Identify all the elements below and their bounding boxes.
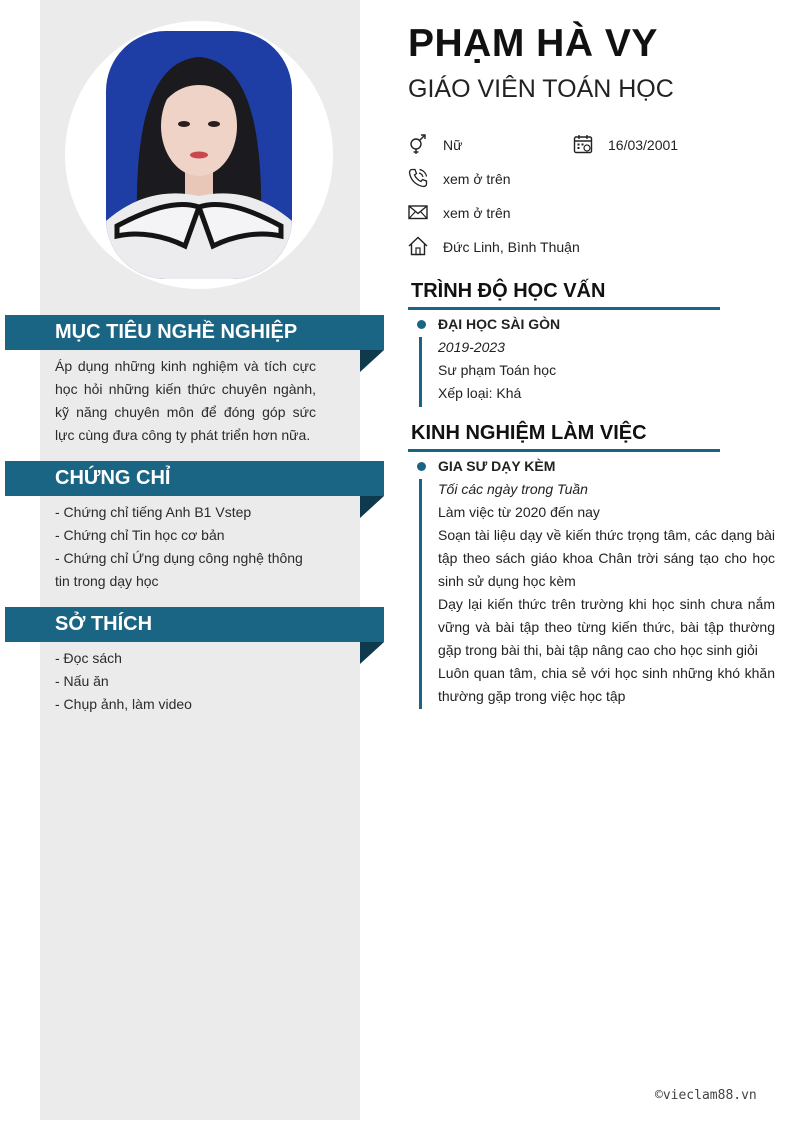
objective-band-fold bbox=[360, 350, 384, 372]
gender-value: Nữ bbox=[443, 137, 463, 153]
address-value: Đức Linh, Bình Thuận bbox=[443, 239, 580, 255]
duty-item: Luôn quan tâm, chia sẻ với học sinh những khó khăn thường gặp trong việc học tập bbox=[438, 665, 775, 704]
school-name: ĐẠI HỌC SÀI GÒN bbox=[438, 316, 561, 332]
gender-icon bbox=[408, 134, 428, 154]
phone-icon bbox=[408, 168, 428, 188]
experience-heading: KINH NGHIỆM LÀM VIỆC bbox=[411, 422, 647, 444]
duty-item: Dạy lại kiến thức trên trường khi học sinh chưa nắm vững và bài tập theo từng kiến thức, bài tập thường gặp trong bài thi, bài tập nâng cao cho học sinh giỏi bbox=[438, 596, 775, 658]
education-period: 2019-2023 bbox=[438, 339, 505, 355]
work-schedule: Tối các ngày trong Tuần bbox=[438, 481, 588, 497]
certificates-list bbox=[55, 501, 316, 593]
duty-item: Soạn tài liệu dạy về kiến thức trọng tâm, các dạng bài tập theo sách giáo khoa Chân trời sáng tạo cho học sinh sử dụng học kèm bbox=[438, 527, 775, 589]
education-major: Sư phạm Toán học bbox=[438, 362, 557, 378]
certificates-band-fold bbox=[360, 496, 384, 518]
experience-timeline-dot bbox=[417, 462, 426, 471]
certificate-item: - Chứng chỉ Ứng dụng công nghệ thông tin trong dạy học bbox=[55, 550, 303, 589]
job-position: GIA SƯ DẠY KÈM bbox=[438, 458, 556, 474]
hobby-item: - Đọc sách bbox=[55, 650, 122, 666]
mail-icon bbox=[408, 202, 428, 222]
objective-heading: MỤC TIÊU NGHỀ NGHIỆP bbox=[5, 315, 384, 350]
education-heading: TRÌNH ĐỘ HỌC VẤN bbox=[411, 280, 606, 302]
hobbies-heading: SỞ THÍCH bbox=[5, 607, 384, 642]
portrait-photo bbox=[65, 21, 333, 289]
experience-timeline-line bbox=[419, 479, 422, 709]
certificate-item: - Chứng chỉ tiếng Anh B1 Vstep bbox=[55, 504, 252, 520]
hobby-item: - Chụp ảnh, làm video bbox=[55, 696, 192, 712]
job-title: GIÁO VIÊN TOÁN HỌC bbox=[408, 75, 674, 103]
education-rule bbox=[408, 307, 720, 310]
calendar-icon bbox=[573, 134, 593, 154]
education-timeline-dot bbox=[417, 320, 426, 329]
education-timeline-line bbox=[419, 337, 422, 407]
birthday-value: 16/03/2001 bbox=[608, 137, 679, 153]
certificate-item: - Chứng chỉ Tin học cơ bản bbox=[55, 527, 225, 543]
email-value: xem ở trên bbox=[443, 205, 511, 221]
avatar bbox=[65, 21, 333, 289]
home-icon bbox=[408, 236, 428, 256]
certificates-heading: CHỨNG CHỈ bbox=[5, 461, 384, 496]
hobbies-band-fold bbox=[360, 642, 384, 664]
watermark: ©vieclam88.vn bbox=[655, 1088, 757, 1103]
objective-text: Áp dụng những kinh nghiệm và tích cực học hỏi những kiến thức chuyên ngành, kỹ năng chuyên môn để đóng góp sức lực cùng đưa công ty phát triển hơn nữa. bbox=[55, 358, 316, 443]
phone-value: xem ở trên bbox=[443, 171, 511, 187]
work-since: Làm việc từ 2020 đến nay bbox=[438, 504, 600, 520]
experience-entry bbox=[438, 455, 775, 708]
education-grade: Xếp loại: Khá bbox=[438, 385, 522, 401]
candidate-name: PHẠM HÀ VY bbox=[408, 22, 658, 65]
hobby-item: - Nấu ăn bbox=[55, 673, 109, 689]
hobbies-list bbox=[55, 647, 316, 716]
education-entry bbox=[438, 313, 775, 405]
experience-rule bbox=[408, 449, 720, 452]
